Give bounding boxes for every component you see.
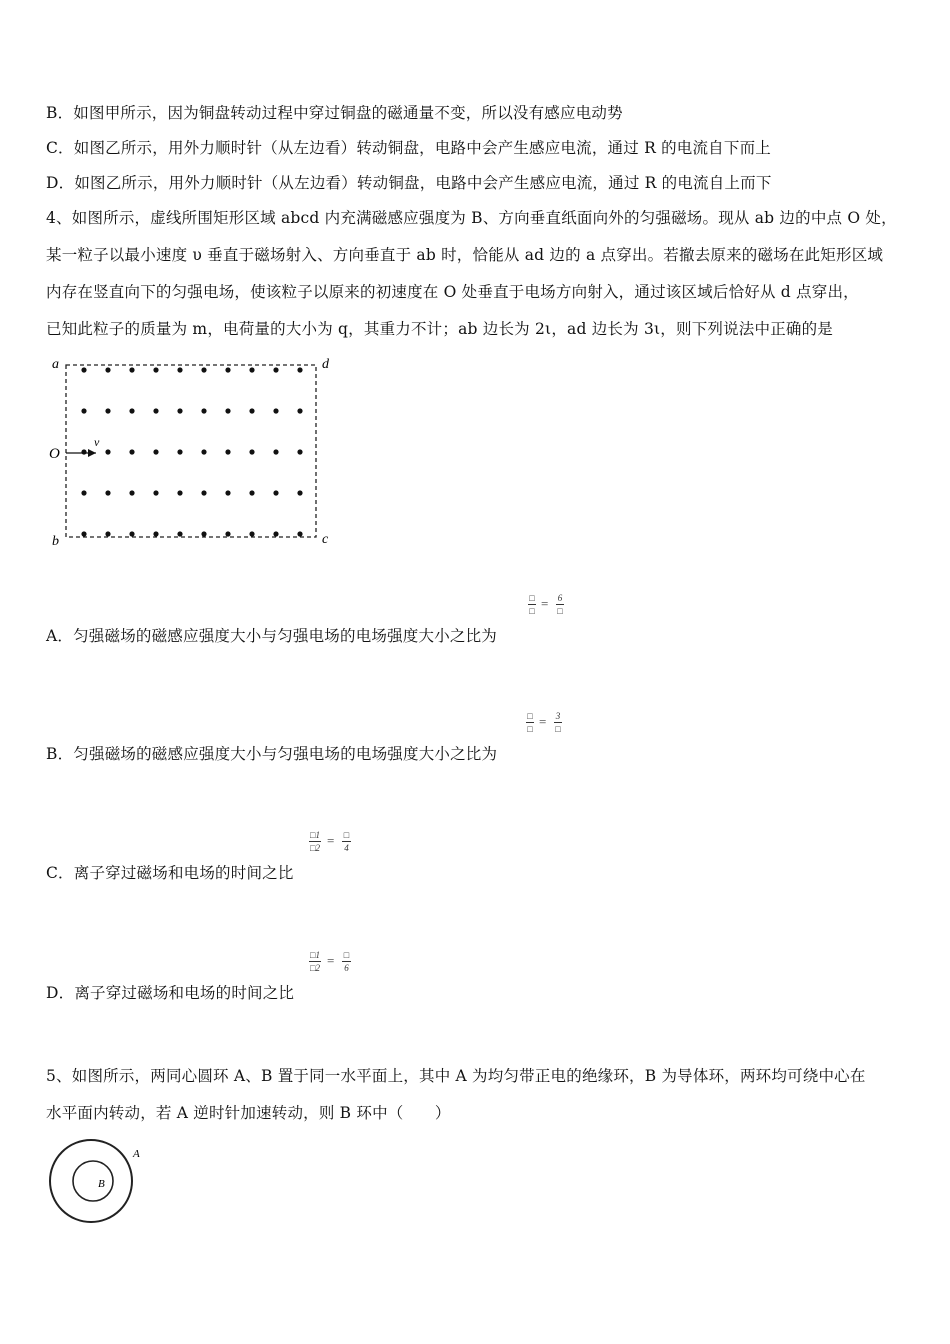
field-dot	[129, 408, 134, 413]
formula-c-left-den: □2	[310, 843, 320, 853]
field-dot	[201, 449, 206, 454]
q3-option-b: B．如图甲所示，因为铜盘转动过程中穿过铜盘的磁通量不变，所以没有感应电动势	[46, 104, 623, 122]
field-dot	[201, 408, 206, 413]
field-dot	[177, 490, 182, 495]
field-dot	[225, 449, 230, 454]
field-dot	[81, 531, 86, 536]
ring-b-label: B	[98, 1178, 105, 1190]
corner-label-a: a	[52, 357, 59, 372]
field-dot	[273, 408, 278, 413]
field-region-boundary	[66, 365, 316, 537]
field-dot	[153, 531, 158, 536]
field-dot	[297, 367, 302, 372]
formula-d-left-num: □1	[310, 950, 320, 960]
field-dot	[81, 367, 86, 372]
field-dot	[129, 531, 134, 536]
formula-d-right-num: □	[343, 950, 350, 960]
field-dot	[297, 531, 302, 536]
formula-d-right-den: 6	[344, 963, 349, 973]
ring-b	[73, 1161, 113, 1201]
formula-b-left-num: □	[527, 711, 533, 721]
field-dot	[105, 490, 110, 495]
formula-c-right-num: □	[343, 830, 350, 840]
formula-a-right-num: 6	[557, 593, 563, 603]
field-dot	[105, 408, 110, 413]
field-dot	[201, 531, 206, 536]
field-dot	[297, 449, 302, 454]
origin-label: O	[49, 446, 60, 462]
formula-d-left-den: □2	[310, 963, 320, 973]
formula-b-left-den: □	[527, 724, 533, 734]
formula-b-right-den: □	[555, 724, 561, 734]
q4-option-a: A．匀强磁场的磁感应强度大小与匀强电场的电场强度大小之比为	[46, 627, 497, 645]
q4-option-b: B．匀强磁场的磁感应强度大小与匀强电场的电场强度大小之比为	[46, 745, 498, 763]
field-dot	[81, 449, 86, 454]
q3-option-c: C．如图乙所示，用外力顺时针（从左边看）转动铜盘，电路中会产生感应电流，通过 R 的电流自下而上	[46, 139, 771, 157]
field-dot	[273, 367, 278, 372]
ring-a-label: A	[133, 1148, 140, 1160]
formula-a-left-den: □	[529, 606, 535, 616]
velocity-label: v	[94, 435, 100, 449]
field-dot	[81, 490, 86, 495]
field-dot	[177, 449, 182, 454]
field-dot	[249, 367, 254, 372]
field-dot	[249, 408, 254, 413]
q4-field-figure	[44, 350, 344, 550]
q4-option-c: C．离子穿过磁场和电场的时间之比	[46, 864, 294, 882]
ring-a	[50, 1140, 132, 1222]
field-dot	[177, 531, 182, 536]
q4-stem-line-3: 内存在竖直向下的匀强电场，使该粒子以原来的初速度在 O 处垂直于电场方向射入，通过该区域后恰好从 d 点穿出，	[46, 283, 859, 301]
velocity-arrowhead	[88, 449, 96, 457]
corner-label-d: d	[322, 357, 329, 372]
field-dot	[249, 449, 254, 454]
formula-a-right-den: □	[557, 606, 563, 616]
field-dot	[153, 367, 158, 372]
q4-stem-line-2: 某一粒子以最小速度 υ 垂直于磁场射入、方向垂直于 ab 时，恰能从 ad 边的 a 点穿出。若撤去原来的磁场在此矩形区域	[46, 246, 884, 264]
field-dot	[105, 531, 110, 536]
q4-option-d: D．离子穿过磁场和电场的时间之比	[46, 984, 295, 1002]
field-dot	[297, 490, 302, 495]
field-dot	[249, 531, 254, 536]
field-dot	[153, 490, 158, 495]
field-dot	[153, 449, 158, 454]
field-dots	[81, 367, 302, 536]
field-dot	[201, 367, 206, 372]
formula-b-right-num: 3	[555, 711, 561, 721]
formula-a-left-num: □	[529, 593, 535, 603]
field-dot	[153, 408, 158, 413]
field-dot	[201, 490, 206, 495]
field-dot	[273, 490, 278, 495]
field-dot	[225, 367, 230, 372]
field-dot	[225, 531, 230, 536]
corner-label-c: c	[322, 532, 329, 547]
field-dot	[129, 449, 134, 454]
field-dot	[225, 490, 230, 495]
field-dot	[225, 408, 230, 413]
field-dot	[105, 449, 110, 454]
q5-rings-figure	[46, 1135, 156, 1230]
field-dot	[129, 490, 134, 495]
field-dot	[273, 449, 278, 454]
field-dot	[273, 531, 278, 536]
q3-option-d: D．如图乙所示，用外力顺时针（从左边看）转动铜盘，电路中会产生感应电流，通过 R 的电流自上而下	[46, 174, 772, 192]
field-dot	[129, 367, 134, 372]
formula-c-right-den: 4	[344, 843, 349, 853]
field-dot	[177, 408, 182, 413]
q4-stem-line-4: 已知此粒子的质量为 m，电荷量的大小为 q，其重力不计；ab 边长为 2ι，ad 边长为 3ι，则下列说法中正确的是	[46, 320, 833, 338]
field-dot	[177, 367, 182, 372]
field-dot	[297, 408, 302, 413]
field-dot	[81, 408, 86, 413]
formula-c-left-num: □1	[310, 830, 320, 840]
q5-stem-line-2: 水平面内转动，若 A 逆时针加速转动，则 B 环中（ ）	[46, 1104, 451, 1122]
field-dot	[249, 490, 254, 495]
corner-label-b: b	[52, 534, 59, 549]
field-dot	[105, 367, 110, 372]
q5-stem-line-1: 5、如图所示，两同心圆环 A、B 置于同一水平面上，其中 A 为均匀带正电的绝缘环，B 为导体环，两环均可绕中心在	[46, 1067, 866, 1085]
q4-stem-line-1: 4、如图所示，虚线所围矩形区域 abcd 内充满磁感应强度为 B、方向垂直纸面向外的匀强磁场。现从 ab 边的中点 O 处，	[46, 209, 897, 227]
